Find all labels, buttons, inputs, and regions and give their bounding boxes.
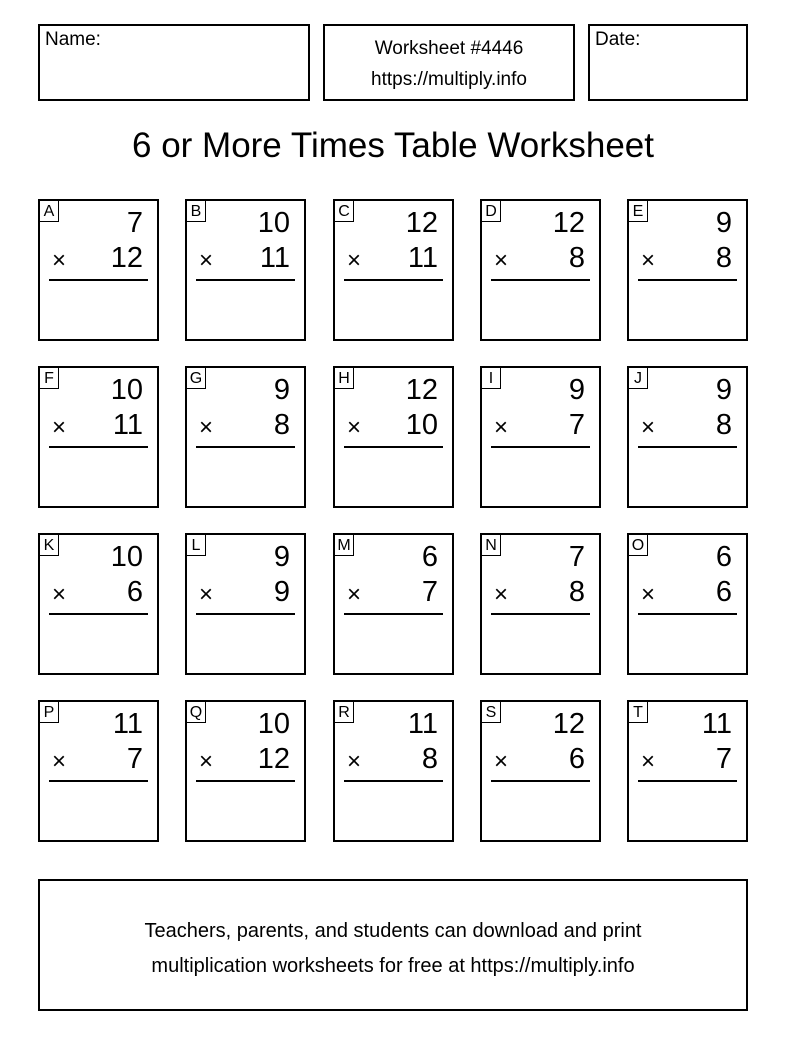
worksheet-info-box xyxy=(323,24,575,101)
multiply-sign: × xyxy=(347,414,362,441)
problem-cell[interactable] xyxy=(38,199,159,341)
problem-letter: Q xyxy=(187,702,206,723)
answer-line xyxy=(49,279,148,281)
problem-letter: E xyxy=(629,201,648,222)
problem-cell[interactable] xyxy=(480,533,601,675)
multiplicand: 7 xyxy=(126,207,143,239)
multiplier: 8 xyxy=(715,242,732,274)
problem-letter: M xyxy=(335,535,354,556)
problem-letter: P xyxy=(40,702,59,723)
problem-cell[interactable] xyxy=(185,366,306,508)
problem-letter: S xyxy=(482,702,501,723)
multiplier: 7 xyxy=(568,409,585,441)
problem-letter: O xyxy=(629,535,648,556)
answer-line xyxy=(491,613,590,615)
multiplier: 12 xyxy=(257,743,290,775)
problem-cell[interactable] xyxy=(627,366,748,508)
multiplicand: 9 xyxy=(715,207,732,239)
problem-cell[interactable] xyxy=(480,366,601,508)
multiplier: 8 xyxy=(715,409,732,441)
answer-line xyxy=(344,446,443,448)
answer-line xyxy=(49,780,148,782)
answer-line xyxy=(638,446,737,448)
answer-line xyxy=(196,446,295,448)
problem-letter: K xyxy=(40,535,59,556)
multiply-sign: × xyxy=(494,247,509,274)
multiplier: 11 xyxy=(407,242,438,274)
problem-letter: I xyxy=(482,368,501,389)
footer-line-1: Teachers, parents, and students can download and print xyxy=(144,920,642,942)
problem-letter: C xyxy=(335,201,354,222)
problem-cell[interactable] xyxy=(627,533,748,675)
problem-cell[interactable] xyxy=(627,700,748,842)
problem-cell[interactable] xyxy=(38,700,159,842)
problem-cell[interactable] xyxy=(480,199,601,341)
name-label: Name: xyxy=(45,29,101,50)
multiply-sign: × xyxy=(641,748,656,775)
multiplier: 8 xyxy=(421,743,438,775)
multiply-sign: × xyxy=(52,581,67,608)
multiplicand: 9 xyxy=(273,374,290,406)
answer-line xyxy=(196,780,295,782)
multiplicand: 9 xyxy=(715,374,732,406)
date-label: Date: xyxy=(595,29,641,50)
problem-cell[interactable] xyxy=(333,533,454,675)
problem-cell[interactable] xyxy=(185,533,306,675)
problem-cell[interactable] xyxy=(627,199,748,341)
problem-cell[interactable] xyxy=(185,199,306,341)
name-box[interactable] xyxy=(38,24,310,101)
multiply-sign: × xyxy=(641,414,656,441)
answer-line xyxy=(491,780,590,782)
multiply-sign: × xyxy=(199,748,214,775)
problem-cell[interactable] xyxy=(38,533,159,675)
multiplicand: 12 xyxy=(405,207,438,239)
problem-cell[interactable] xyxy=(38,366,159,508)
multiplier: 12 xyxy=(110,242,143,274)
answer-line xyxy=(638,613,737,615)
answer-line xyxy=(49,446,148,448)
problem-letter: G xyxy=(187,368,206,389)
problem-letter: A xyxy=(40,201,59,222)
answer-line xyxy=(638,780,737,782)
multiplier: 11 xyxy=(259,242,290,274)
date-box[interactable] xyxy=(588,24,748,101)
multiply-sign: × xyxy=(52,247,67,274)
multiplier: 6 xyxy=(568,743,585,775)
answer-line xyxy=(196,279,295,281)
multiplicand: 7 xyxy=(568,541,585,573)
multiplicand: 6 xyxy=(715,541,732,573)
multiplicand: 6 xyxy=(421,541,438,573)
worksheet-id: Worksheet #4446 xyxy=(374,38,524,59)
multiplicand: 9 xyxy=(273,541,290,573)
multiply-sign: × xyxy=(494,748,509,775)
multiplicand: 10 xyxy=(257,207,290,239)
multiplicand: 12 xyxy=(552,708,585,740)
multiply-sign: × xyxy=(199,581,214,608)
multiplicand: 12 xyxy=(405,374,438,406)
multiplier: 8 xyxy=(568,242,585,274)
multiplier: 9 xyxy=(273,576,290,608)
problem-cell[interactable] xyxy=(333,366,454,508)
multiplicand: 11 xyxy=(407,708,438,740)
multiplier: 10 xyxy=(405,409,438,441)
problem-cell[interactable] xyxy=(480,700,601,842)
multiply-sign: × xyxy=(494,581,509,608)
multiplicand: 9 xyxy=(568,374,585,406)
problem-letter: L xyxy=(187,535,206,556)
answer-line xyxy=(49,613,148,615)
problem-grid xyxy=(38,199,748,841)
answer-line xyxy=(344,279,443,281)
problem-cell[interactable] xyxy=(333,700,454,842)
footer-box xyxy=(38,879,748,1011)
site-url: https://multiply.info xyxy=(371,69,527,90)
answer-line xyxy=(491,279,590,281)
multiply-sign: × xyxy=(347,748,362,775)
answer-line xyxy=(638,279,737,281)
answer-line xyxy=(196,613,295,615)
multiply-sign: × xyxy=(641,581,656,608)
problem-letter: B xyxy=(187,201,206,222)
multiply-sign: × xyxy=(347,581,362,608)
multiplier: 6 xyxy=(715,576,732,608)
answer-line xyxy=(491,446,590,448)
answer-line xyxy=(344,613,443,615)
footer-line-2: multiplication worksheets for free at https://multiply.info xyxy=(151,955,635,977)
problem-letter: R xyxy=(335,702,354,723)
multiply-sign: × xyxy=(347,247,362,274)
multiply-sign: × xyxy=(494,414,509,441)
multiply-sign: × xyxy=(641,247,656,274)
multiplier: 8 xyxy=(568,576,585,608)
multiplier: 7 xyxy=(715,743,732,775)
problem-letter: N xyxy=(482,535,501,556)
multiplicand: 10 xyxy=(110,374,143,406)
problem-cell[interactable] xyxy=(333,199,454,341)
multiplier: 7 xyxy=(421,576,438,608)
multiplier: 7 xyxy=(126,743,143,775)
multiplicand: 10 xyxy=(257,708,290,740)
multiply-sign: × xyxy=(199,247,214,274)
multiply-sign: × xyxy=(52,748,67,775)
multiplicand: 11 xyxy=(701,708,732,740)
problem-letter: D xyxy=(482,201,501,222)
problem-cell[interactable] xyxy=(185,700,306,842)
multiplier: 11 xyxy=(112,409,143,441)
answer-line xyxy=(344,780,443,782)
multiply-sign: × xyxy=(52,414,67,441)
multiplicand: 12 xyxy=(552,207,585,239)
multiplier: 6 xyxy=(126,576,143,608)
problem-letter: J xyxy=(629,368,648,389)
problem-letter: H xyxy=(335,368,354,389)
worksheet-title: 6 or More Times Table Worksheet xyxy=(132,126,654,165)
multiplicand: 11 xyxy=(112,708,143,740)
multiplicand: 10 xyxy=(110,541,143,573)
multiplier: 8 xyxy=(273,409,290,441)
multiply-sign: × xyxy=(199,414,214,441)
problem-letter: T xyxy=(629,702,648,723)
problem-letter: F xyxy=(40,368,59,389)
